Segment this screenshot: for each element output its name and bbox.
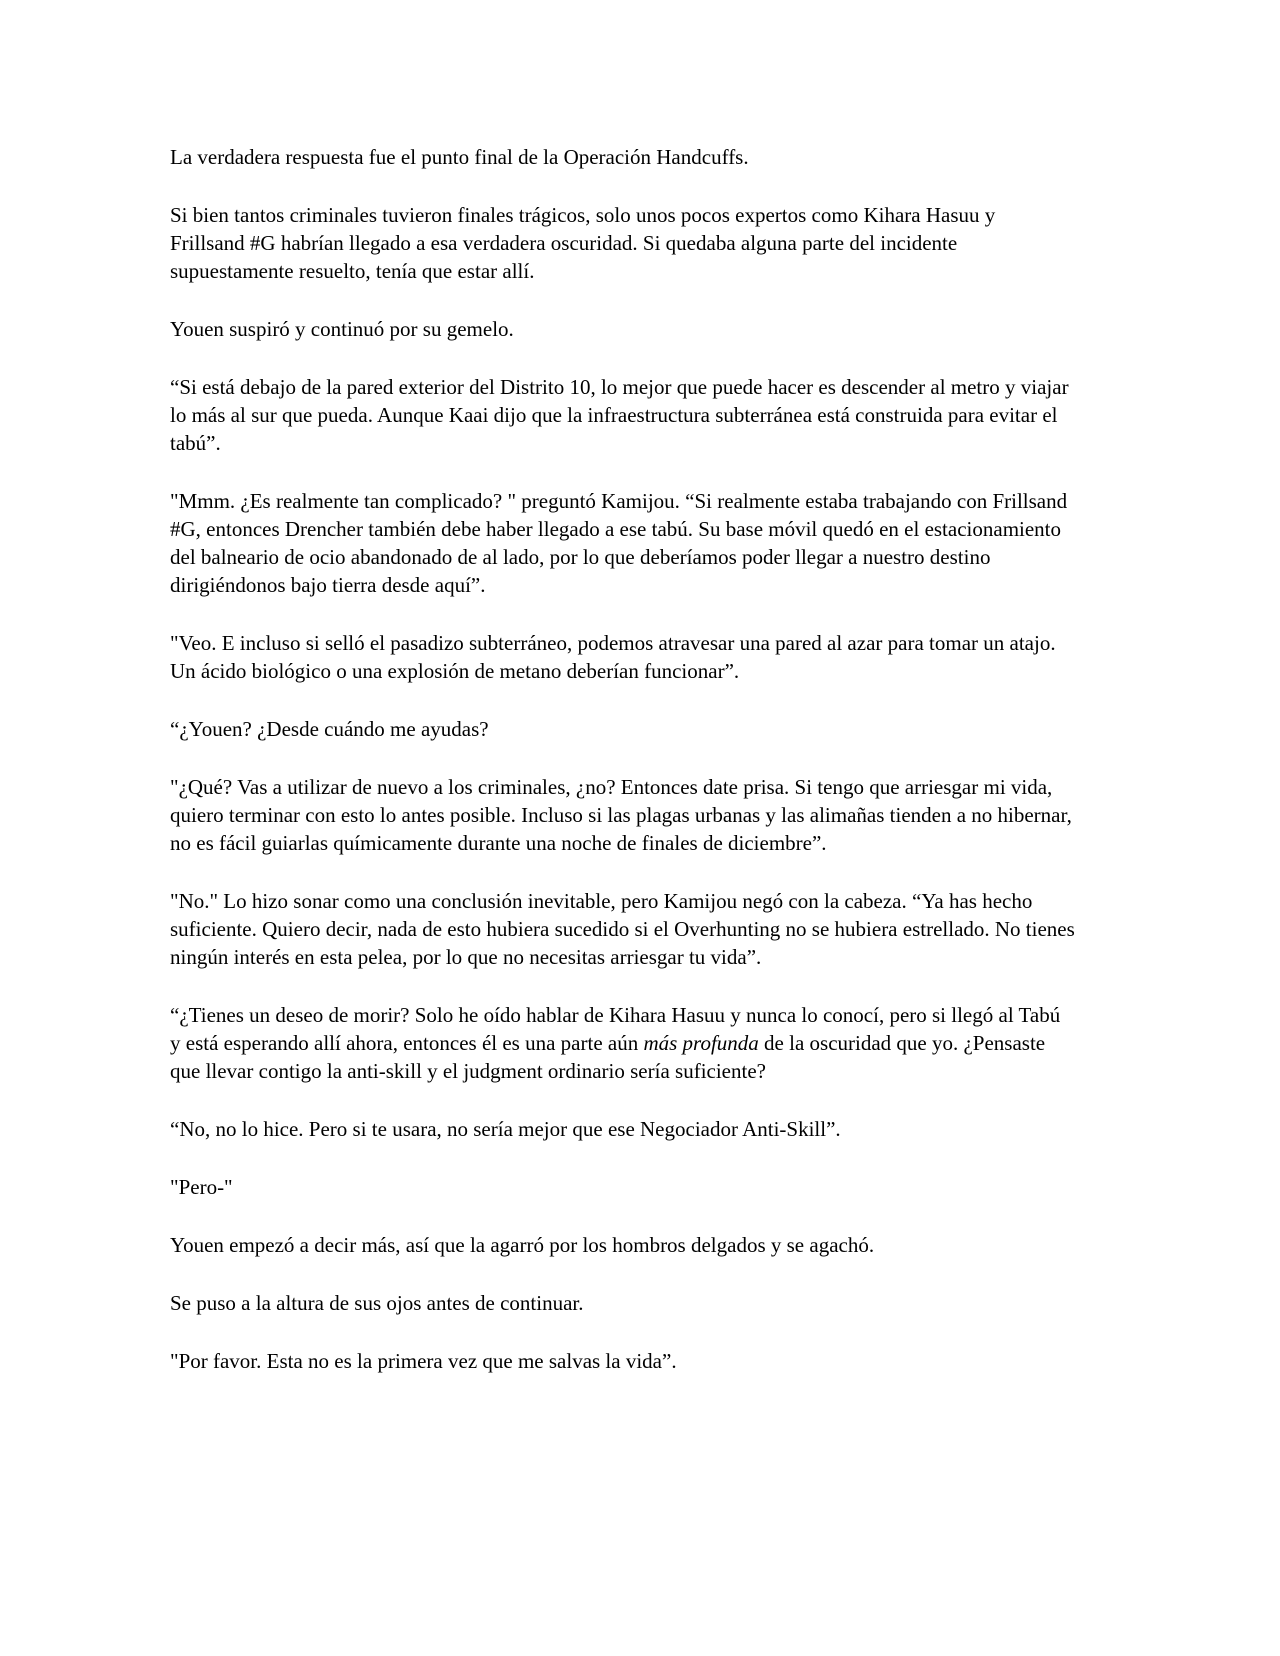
paragraph (170, 1347, 1075, 1375)
paragraph (170, 773, 1075, 857)
text-run: "Mmm. ¿Es realmente tan complicado? " preguntó Kamijou. “Si realmente estaba trabajando con Frillsand #G, entonces Drencher también debe haber llegado a ese tabú. Su base móvil quedó en el estacionamiento del balneario de ocio abandonado de al lado, por lo que deberíamos poder llegar a nuestro destino dirigiéndonos bajo tierra desde aquí”. (170, 489, 1068, 597)
text-run: “Si está debajo de la pared exterior del Distrito 10, lo mejor que puede hacer es descender al metro y viajar lo más al sur que pueda. Aunque Kaai dijo que la infraestructura subterránea está construida para evitar el tabú”. (170, 375, 1069, 455)
paragraph (170, 143, 1075, 171)
text-run: Si bien tantos criminales tuvieron finales trágicos, solo unos pocos expertos como Kihara Hasuu y Frillsand #G habrían llegado a esa verdadera oscuridad. Si quedaba alguna parte del incidente supuestamente resuelto, tenía que estar allí. (170, 203, 996, 283)
paragraph (170, 887, 1075, 971)
paragraph (170, 487, 1075, 599)
italic-text-run: más profunda (643, 1031, 759, 1055)
text-run: "No." Lo hizo sonar como una conclusión inevitable, pero Kamijou negó con la cabeza. “Ya has hecho suficiente. Quiero decir, nada de esto hubiera sucedido si el Overhunting no se hubiera estrellado. No tienes ningún interés en esta pelea, por lo que no necesitas arriesgar tu vida”. (170, 889, 1075, 969)
text-run: "¿Qué? Vas a utilizar de nuevo a los criminales, ¿no? Entonces date prisa. Si tengo que arriesgar mi vida, quiero terminar con esto lo antes posible. Incluso si las plagas urbanas y las alimañas tienden a no hibernar, no es fácil guiarlas químicamente durante una noche de finales de diciembre”. (170, 775, 1072, 855)
paragraph (170, 1173, 1075, 1201)
text-run: “¿Tienes un deseo de morir? Solo he oído hablar de Kihara Hasuu y nunca lo conocí, pero si llegó al Tabú y está esperando allí ahora, entonces él es una parte aún (170, 1003, 1061, 1055)
text-run: Youen suspiró y continuó por su gemelo. (170, 317, 514, 341)
paragraph (170, 715, 1075, 743)
paragraph (170, 373, 1075, 457)
text-run: “¿Youen? ¿Desde cuándo me ayudas? (170, 717, 489, 741)
paragraph (170, 1115, 1075, 1143)
text-run: "Por favor. Esta no es la primera vez que me salvas la vida”. (170, 1349, 677, 1373)
text-run: Se puso a la altura de sus ojos antes de continuar. (170, 1291, 584, 1315)
text-run: Youen empezó a decir más, así que la agarró por los hombros delgados y se agachó. (170, 1233, 875, 1257)
text-run: “No, no lo hice. Pero si te usara, no sería mejor que ese Negociador Anti-Skill”. (170, 1117, 841, 1141)
paragraph (170, 1231, 1075, 1259)
paragraph (170, 1289, 1075, 1317)
text-run: de la oscuridad que yo. ¿Pensaste que llevar contigo la anti-skill y el judgment ordinario sería suficiente? (170, 1031, 1046, 1083)
text-run: La verdadera respuesta fue el punto final de la Operación Handcuffs. (170, 145, 749, 169)
paragraph (170, 201, 1075, 285)
text-run: "Veo. E incluso si selló el pasadizo subterráneo, podemos atravesar una pared al azar para tomar un atajo. Un ácido biológico o una explosión de metano deberían funcionar”. (170, 631, 1056, 683)
text-run: "Pero-" (170, 1175, 233, 1199)
document-text-block (170, 143, 1075, 1375)
paragraph (170, 1001, 1075, 1085)
paragraph (170, 629, 1075, 685)
paragraph (170, 315, 1075, 343)
